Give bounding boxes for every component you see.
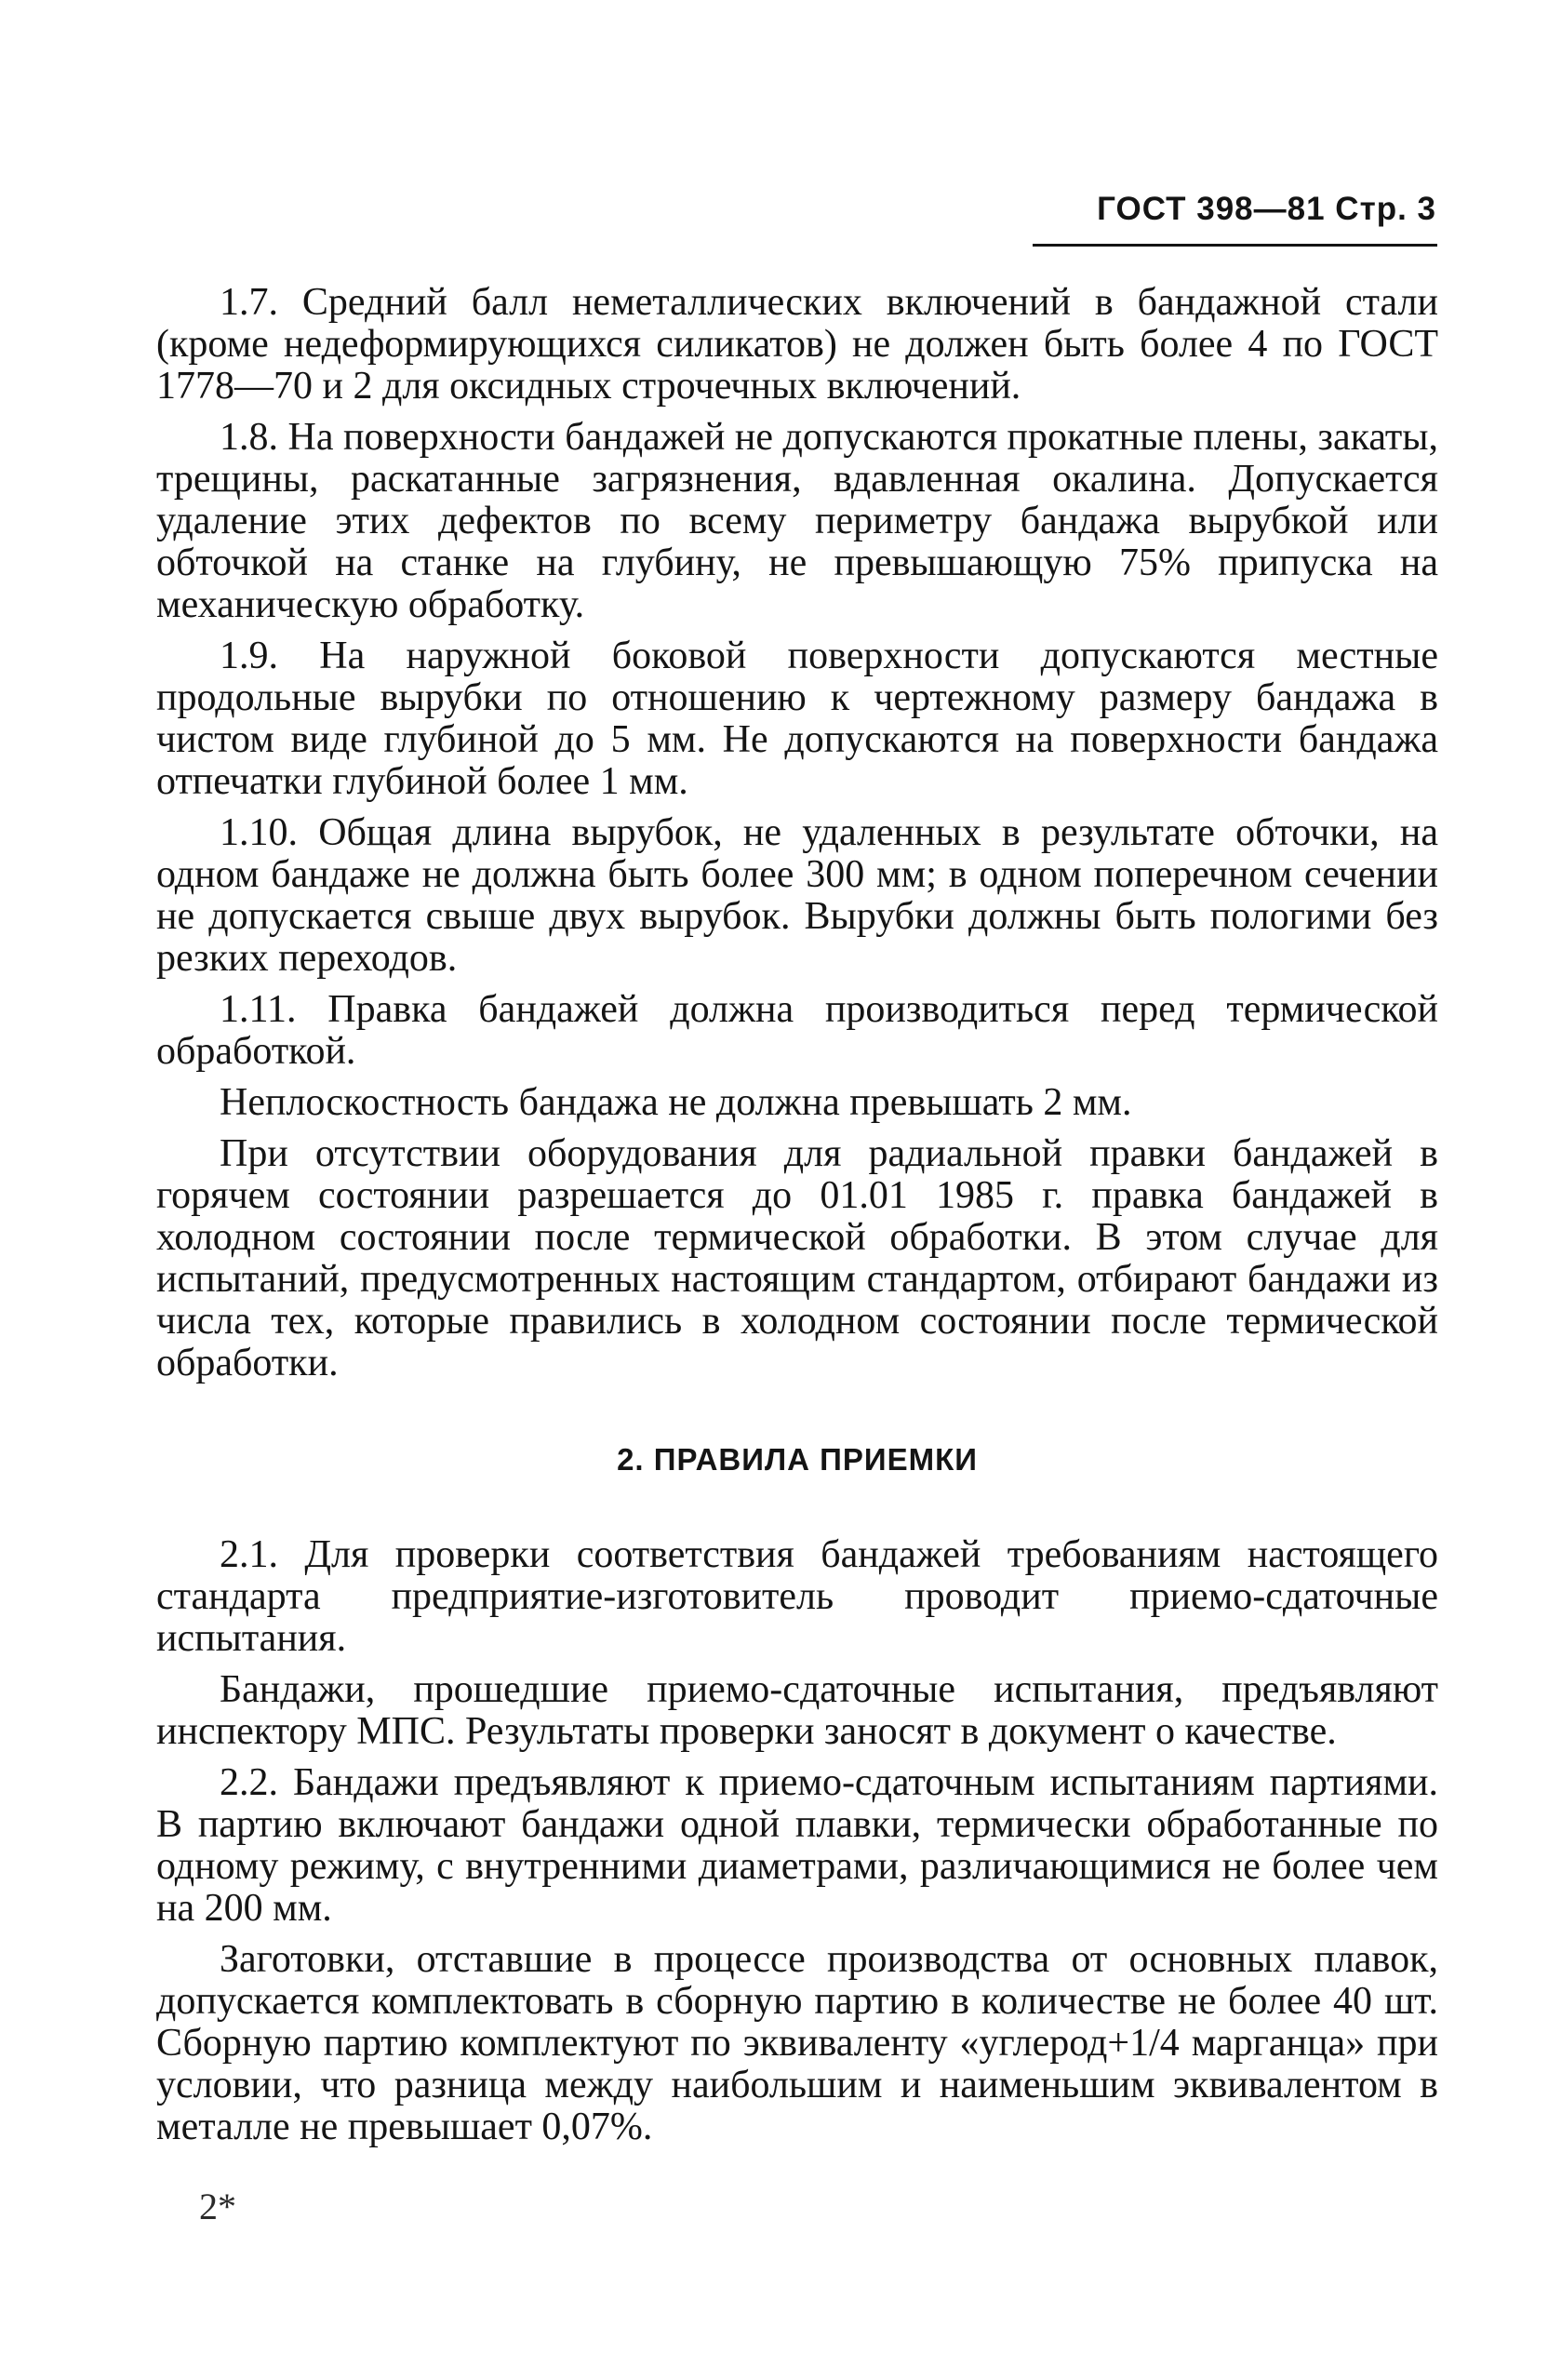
paragraph-flatness: Неплоскостность бандажа не должна превышать 2 мм. xyxy=(220,1081,1132,1124)
paragraph-inspector: Бандажи, прошедшие приемо-сдаточные испытания, предъявляют инспектору МПС. Результаты проверки заносят в документ о качестве. xyxy=(156,1668,1438,1753)
paragraph-2-2: 2.2. Бандажи предъявляют к приемо-сдаточным испытаниям партиями. В партию включают бандажи одной плавки, термически обработанные по одному режиму, с внутренними диаметрами, различающимися не более чем на 200 мм. xyxy=(156,1761,1438,1930)
paragraph-1-10: 1.10. Общая длина вырубок, не удаленных в результате обточки, на одном бандаже не должна быть более 300 мм; в одном поперечном сечении не допускается свыше двух вырубок. Вырубки должны быть пологими без резких переходов. xyxy=(156,811,1438,980)
paragraph-1-11: 1.11. Правка бандажей должна производиться перед термической обработкой. xyxy=(156,988,1438,1073)
document-body xyxy=(156,282,1438,2158)
paragraph-1-8: 1.8. На поверхности бандажей не допускаются прокатные плены, закаты, трещины, раскатанные загрязнения, вдавленная окалина. Допускается удаление этих дефектов по всему периметру бандажа вырубкой или обточкой на станке на глубину, не превышающую 75% припуска на механическую обработку. xyxy=(156,416,1438,626)
paragraph-2-1: 2.1. Для проверки соответствия бандажей требованиям настоящего стандарта предприятие-изготовитель проводит приемо-сдаточные испытания. xyxy=(156,1533,1438,1660)
paragraph-blanks: Заготовки, отставшие в процессе производства от основных плавок, допускается комплектовать в сборную партию в количестве не более 40 шт. Сборную партию комплектуют по эквиваленту «углерод+1/4 марганца» при условии, что разница между наибольшим и наименьшим эквивалентом в металле не превышает 0,07%. xyxy=(156,1938,1438,2148)
section-title-acceptance-rules: 2. ПРАВИЛА ПРИЕМКИ xyxy=(617,1442,978,1477)
header-rule xyxy=(1033,244,1437,247)
signature-mark: 2* xyxy=(199,2186,236,2227)
paragraph-straightening: При отсутствии оборудования для радиальной правки бандажей в горячем состоянии разрешается до 01.01 1985 г. правка бандажей в холодном состоянии после термической обработки. В этом случае для испытаний, предусмотренных настоящим стандартом, отбирают бандажи из числа тех, которые правились в холодном состоянии после термической обработки. xyxy=(156,1132,1438,1384)
paragraph-1-9: 1.9. На наружной боковой поверхности допускаются местные продольные вырубки по отношению к чертежному размеру бандажа в чистом виде глубиной до 5 мм. Не допускаются на поверхности бандажа отпечатки глубиной более 1 мм. xyxy=(156,635,1438,803)
paragraph-1-7: 1.7. Средний балл неметаллических включений в бандажной стали (кроме недеформирующихся силикатов) не должен быть более 4 по ГОСТ 1778—70 и 2 для оксидных строчечных включений. xyxy=(156,281,1438,408)
page-header: ГОСТ 398—81 Стр. 3 xyxy=(1097,191,1436,227)
